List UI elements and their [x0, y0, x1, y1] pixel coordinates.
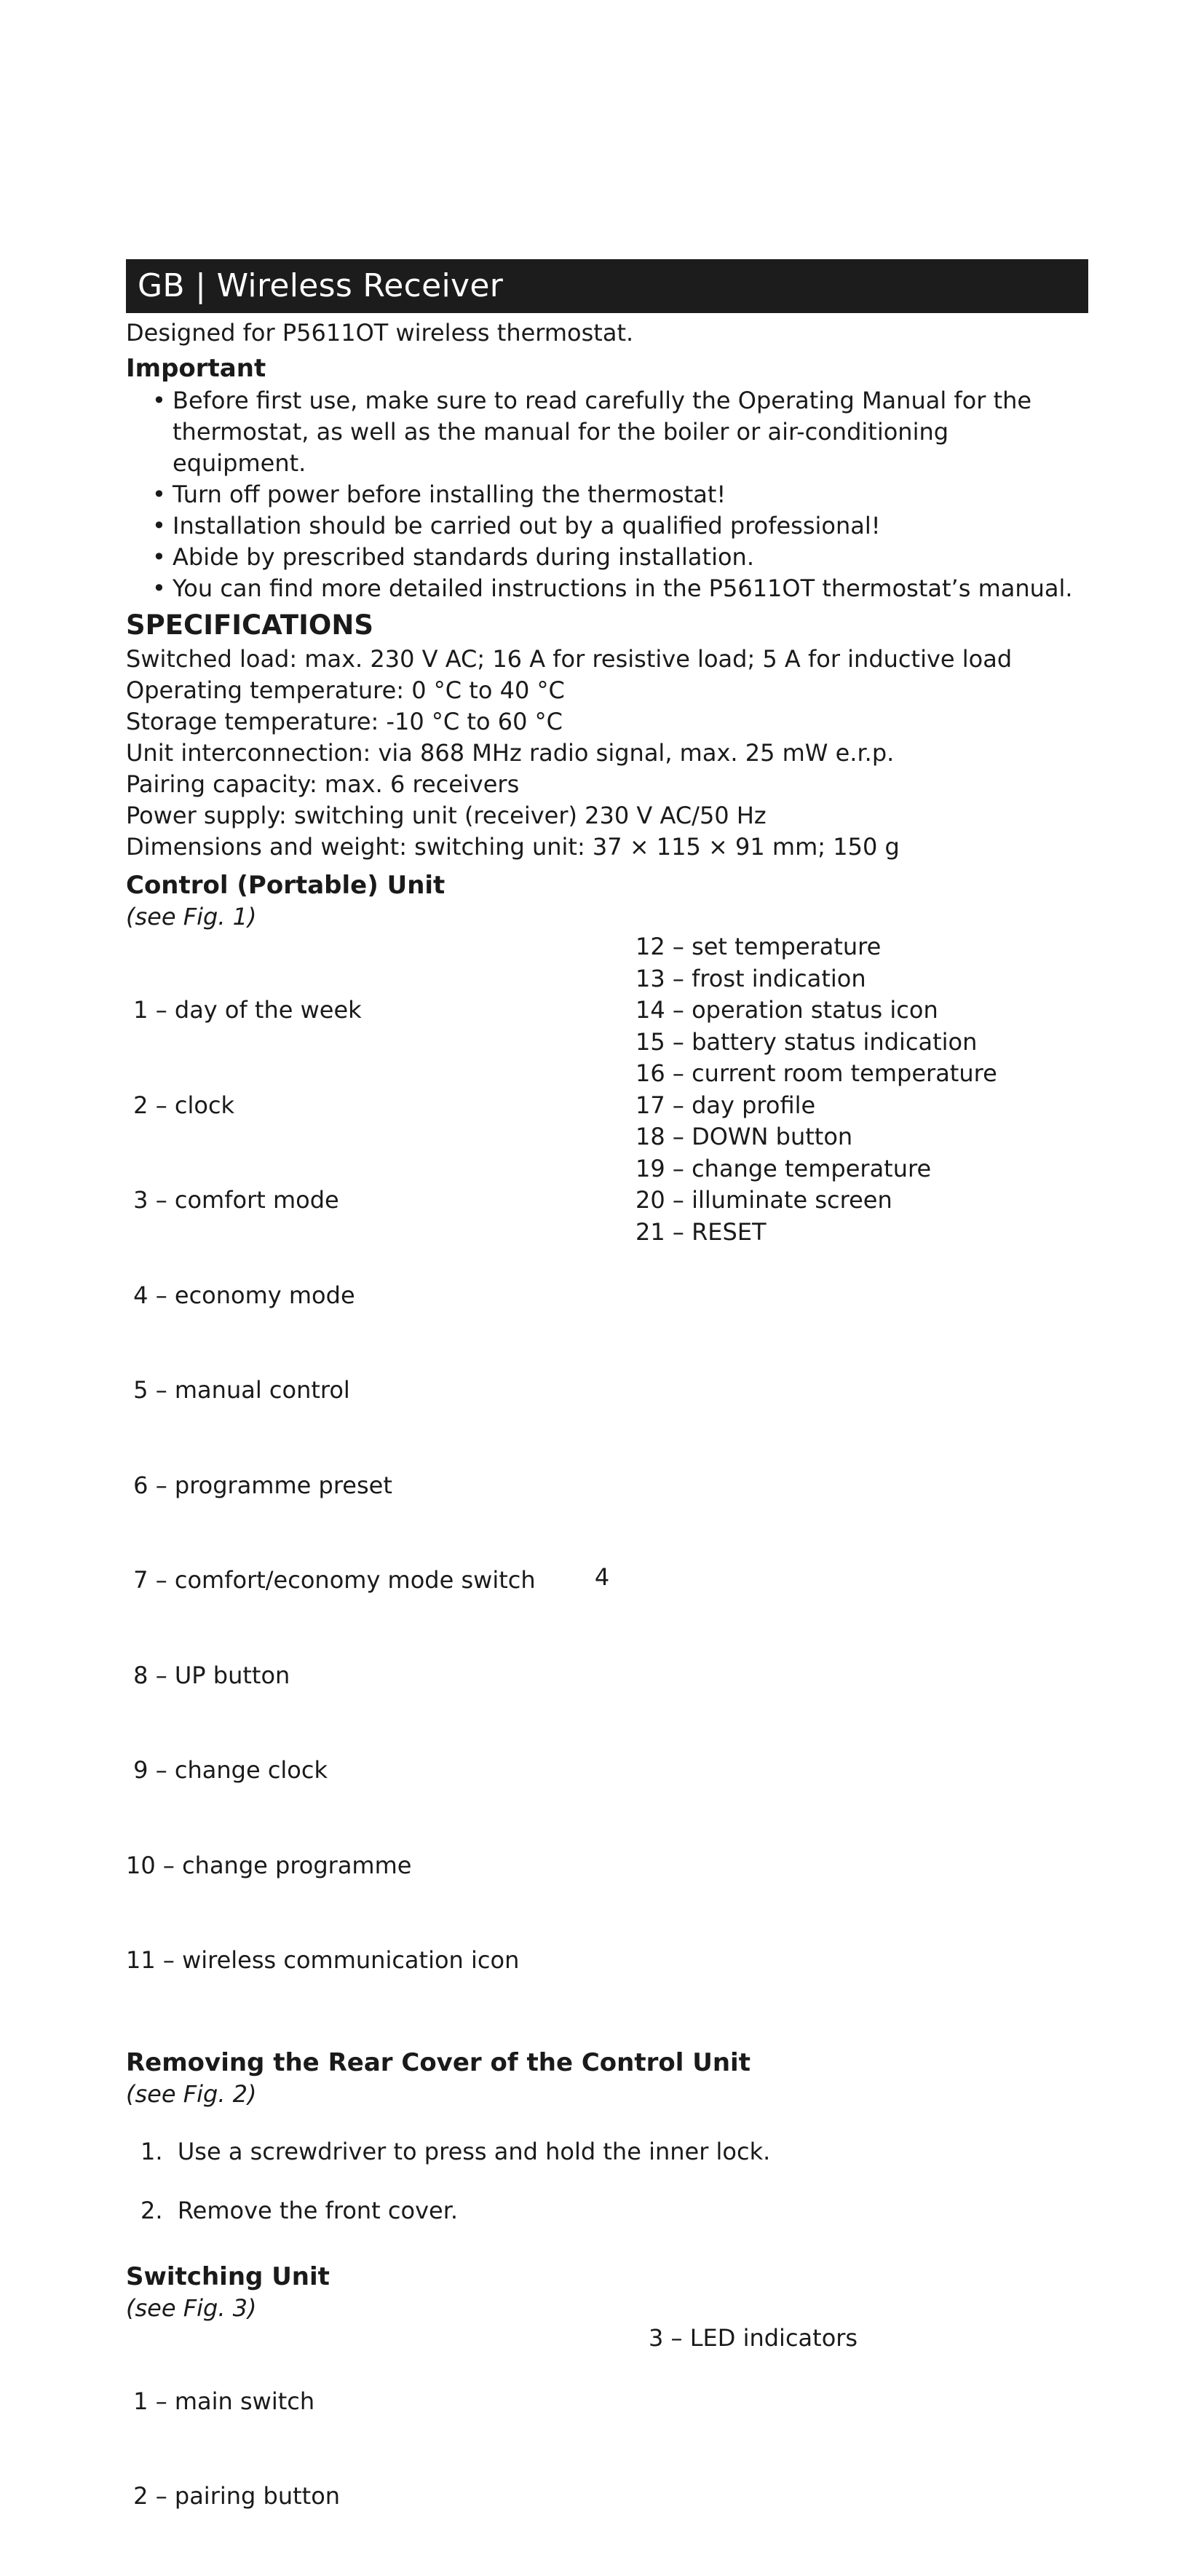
page	[126, 259, 1088, 2576]
list-item: • Before first use, make sure to read carefully the Operating Manual for the thermostat, as well as the manual for the boiler or air-conditioning equipment.	[152, 385, 1088, 479]
step-item: 2. Remove the front cover.	[140, 2196, 459, 2224]
part-item: 11 – wireless communication icon	[126, 1946, 520, 1974]
part-item: 2 – clock	[126, 1091, 235, 1119]
part-item: 19 – change temperature	[635, 1154, 932, 1182]
spec-line: Power supply: switching unit (receiver) 230 V AC/50 Hz	[126, 802, 767, 829]
list-item: • Installation should be carried out by a qualified professional!	[152, 510, 1088, 542]
step-item: 1. Use a screwdriver to press and hold the inner lock.	[140, 2137, 771, 2165]
parts-column-right	[635, 931, 997, 2040]
parts-column-left	[126, 2323, 649, 2576]
parts-column-right	[649, 2323, 858, 2576]
part-item: 6 – programme preset	[126, 1471, 392, 1499]
switching-unit-parts	[126, 2323, 1088, 2576]
part-item: 15 – battery status indication	[635, 1027, 978, 1056]
spec-line: Switched load: max. 230 V AC; 16 A for resistive load; 5 A for inductive load	[126, 645, 1013, 673]
important-list	[126, 385, 1088, 604]
part-item: 3 – comfort mode	[126, 1186, 339, 1214]
part-item: 1 – day of the week	[126, 996, 362, 1024]
figure-reference: (see Fig. 3)	[126, 2293, 257, 2322]
control-unit-heading: Control (Portable) Unit	[126, 871, 445, 900]
figure-reference: (see Fig. 1)	[126, 903, 257, 931]
page-number: 4	[594, 1563, 610, 1591]
part-item: 10 – change programme	[126, 1851, 412, 1879]
rear-cover-heading: Removing the Rear Cover of the Control Unit	[126, 2047, 750, 2077]
part-item: 4 – economy mode	[126, 1281, 355, 1309]
part-item: 3 – LED indicators	[649, 2323, 858, 2352]
part-item: 2 – pairing button	[126, 2482, 341, 2510]
spec-line: Operating temperature: 0 °C to 40 °C	[126, 676, 565, 704]
part-item: 5 – manual control	[126, 1376, 350, 1404]
part-item: 1 – main switch	[126, 2387, 315, 2415]
part-item: 17 – day profile	[635, 1091, 816, 1119]
page-title-banner: GB | Wireless Receiver	[126, 259, 1088, 313]
part-item: 12 – set temperature	[635, 933, 882, 960]
list-item: • Abide by prescribed standards during installation.	[152, 542, 1088, 573]
spec-line: Pairing capacity: max. 6 receivers	[126, 770, 520, 798]
spec-line: Dimensions and weight: switching unit: 37 × 115 × 91 mm; 150 g	[126, 833, 900, 861]
part-item: 18 – DOWN button	[635, 1123, 853, 1150]
specifications-heading: SPECIFICATIONS	[126, 609, 373, 641]
specifications-list	[126, 644, 1088, 863]
parts-column-left	[126, 931, 635, 2040]
control-unit-parts	[126, 931, 1088, 2040]
part-item: 16 – current room temperature	[635, 1059, 997, 1087]
list-item: • You can find more detailed instructions in the P5611OT thermostat’s manual.	[152, 573, 1088, 604]
spec-line: Unit interconnection: via 868 MHz radio signal, max. 25 mW e.r.p.	[126, 739, 895, 767]
part-item: 14 – operation status icon	[635, 996, 938, 1024]
part-item: 13 – frost indication	[635, 964, 866, 992]
part-item: 9 – change clock	[126, 1756, 328, 1784]
rear-cover-steps	[126, 2109, 1088, 2254]
list-item: • Turn off power before installing the thermostat!	[152, 479, 1088, 510]
spec-line: Storage temperature: -10 °C to 60 °C	[126, 708, 563, 735]
switching-unit-heading: Switching Unit	[126, 2261, 330, 2291]
figure-reference: (see Fig. 2)	[126, 2079, 257, 2108]
intro-text: Designed for P5611OT wireless thermostat.	[126, 319, 634, 347]
part-item: 20 – illuminate screen	[635, 1186, 892, 1214]
part-item: 21 – RESET	[635, 1217, 767, 1246]
part-item: 8 – UP button	[126, 1661, 290, 1689]
part-item: 7 – comfort/economy mode switch	[126, 1566, 536, 1594]
important-heading: Important	[126, 354, 266, 383]
